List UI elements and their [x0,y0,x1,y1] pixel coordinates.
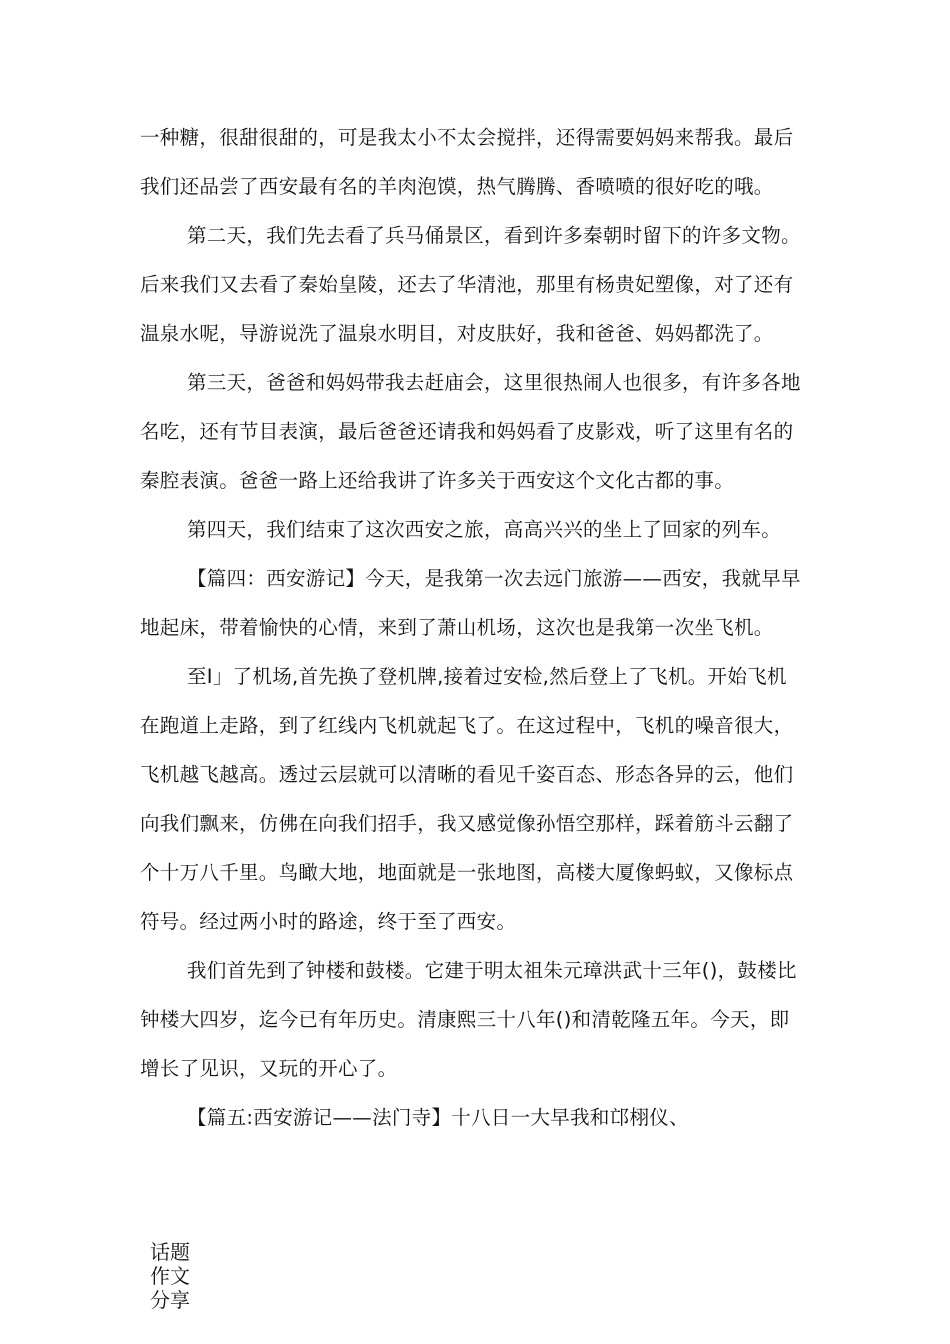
text-line: 我们还品尝了西安最有名的羊肉泡馍，热气腾腾、香喷喷的很好吃的哦。 [140,175,774,198]
text-line: 在跑道上走路，到了红线内飞机就起飞了。在这过程中，飞机的噪音很大， [140,714,794,737]
text-line: 我们首先到了钟楼和鼓楼。它建于明太祖朱元璋洪武十三年()，鼓楼比 [187,959,797,982]
text-line: 第三天，爸爸和妈妈带我去赶庙会，这里很热闹人也很多，有许多各地 [187,371,801,394]
text-line: 一种糖，很甜很甜的，可是我太小不太会搅拌，还得需要妈妈来帮我。最后 [140,126,794,149]
section-heading-line: 【篇四：西安游记】今天，是我第一次去远门旅游——西安，我就早早 [187,567,801,590]
footer-line: 作文 [150,1264,190,1288]
text-line: 温泉水呢，导游说洗了温泉水明目，对皮肤好，我和爸爸、妈妈都洗了。 [140,322,774,345]
footer-watermark [150,1240,198,1312]
section-heading-line: 【篇五:西安游记——法门寺】十八日一大早我和邙栩仪、 [187,1106,689,1129]
text-line: 增长了见识，又玩的开心了。 [140,1057,398,1080]
text-line: 名吃，还有节目表演，最后爸爸还请我和妈妈看了皮影戏，听了这里有名的 [140,420,794,443]
text-line: 符号。经过两小时的路途，终于至了西安。 [140,910,517,933]
text-line: 后来我们又去看了秦始皇陵，还去了华清池，那里有杨贵妃塑像，对了还有 [140,273,794,296]
essay-body [140,113,820,1142]
text-line: 向我们飘来，仿佛在向我们招手，我又感觉像孙悟空那样，踩着筋斗云翻了 [140,812,794,835]
footer-line: 分享 [150,1288,190,1312]
text-line: 第二天，我们先去看了兵马俑景区，看到许多秦朝时留下的许多文物。 [187,224,801,247]
text-line: 个十万八千里。鸟瞰大地，地面就是一张地图，高楼大厦像蚂蚁，又像标点 [140,861,794,884]
footer-line: 话题 [150,1240,190,1264]
text-line: 第四天，我们结束了这次西安之旅，高高兴兴的坐上了回家的列车。 [187,518,782,541]
text-line: 至I」了机场,首先换了登机牌,接着过安检,然后登上了飞机。开始飞机 [187,665,787,688]
text-line: 飞机越飞越高。透过云层就可以清晰的看见千姿百态、形态各异的云，他们 [140,763,794,786]
text-line: 钟楼大四岁，迄今已有年历史。清康熙三十八年()和清乾隆五年。今天，即 [140,1008,790,1031]
text-line: 秦腔表演。爸爸一路上还给我讲了许多关于西安这个文化古都的事。 [140,469,735,492]
text-line: 地起床，带着愉快的心情，来到了萧山机场，这次也是我第一次坐飞机。 [140,616,774,639]
